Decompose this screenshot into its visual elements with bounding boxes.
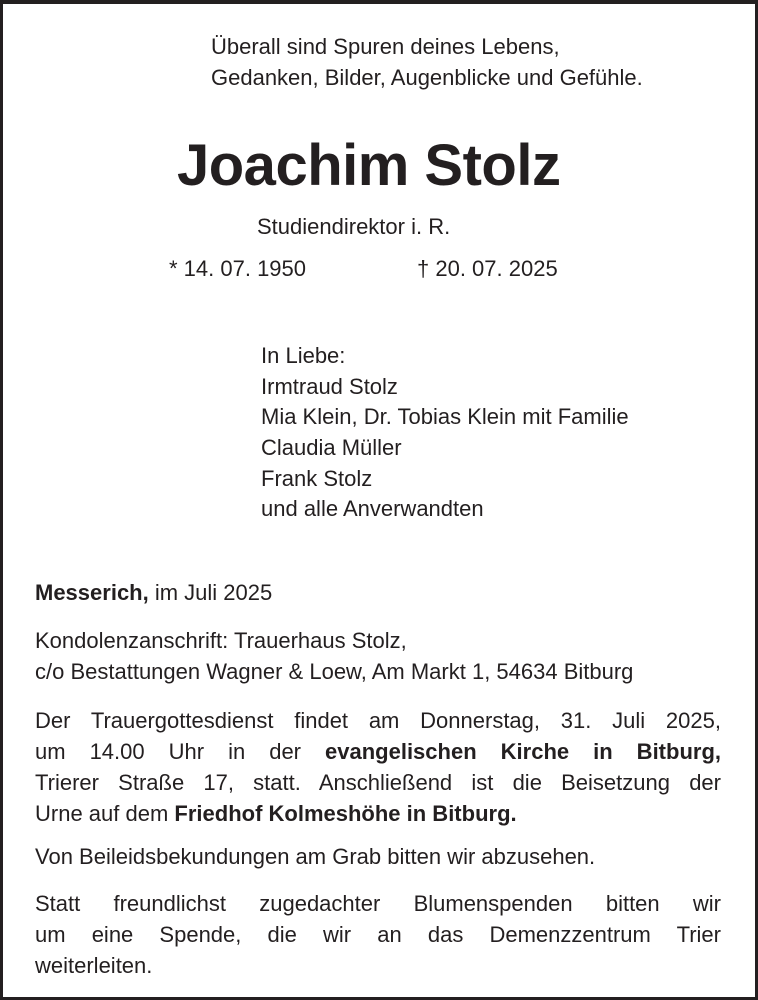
service-text: Urne auf dem: [35, 801, 175, 826]
mourner: In Liebe:: [261, 343, 346, 368]
service-line: [35, 736, 721, 767]
donation-line: um eine Spende, die wir an das Demenzzentrum Trier: [35, 922, 721, 947]
church: evangelischen Kirche in Bitburg,: [325, 739, 721, 764]
condolence-address: [35, 625, 633, 687]
place: Messerich,: [35, 580, 149, 605]
service-line: Trierer Straße 17, statt. Anschließend ist die Beisetzung der: [35, 770, 721, 795]
mourner: Claudia Müller: [261, 435, 402, 461]
condolence-line: Kondolenzanschrift: Trauerhaus Stolz,: [35, 628, 407, 653]
date: im Juli 2025: [148, 580, 273, 605]
donation-line: Statt freundlichst zugedachter Blumenspenden bitten wir: [35, 891, 721, 916]
donation-line: weiterleiten.: [35, 953, 153, 978]
place-date: [35, 577, 272, 608]
condolence-line: c/o Bestattungen Wagner & Loew, Am Markt 1, 54634 Bitburg: [35, 659, 634, 684]
birth-date: * 14. 07. 1950: [169, 256, 307, 281]
grave-note: Von Beileidsbekundungen am Grab bitten wir abzusehen.: [35, 844, 596, 869]
deceased-title: Studiendirektor i. R.: [257, 214, 451, 239]
deceased-name: Joachim Stolz: [177, 133, 561, 198]
donation-note: [35, 888, 721, 981]
cemetery: Friedhof Kolmeshöhe in Bitburg.: [174, 801, 517, 826]
mourner: Irmtraud Stolz: [261, 373, 398, 399]
service-line: Der Trauergottesdienst findet am Donnerstag, 31. Juli 2025,: [35, 708, 721, 733]
quote: [211, 31, 643, 93]
mourner: Frank Stolz: [261, 465, 373, 491]
death-date: † 20. 07. 2025: [417, 256, 558, 281]
mourners-list: [261, 341, 629, 525]
mourner: Mia Klein, Dr. Tobias Klein mit Familie: [261, 404, 629, 430]
quote-line: Gedanken, Bilder, Augenblicke und Gefühle.: [211, 65, 643, 90]
quote-line: Überall sind Spuren deines Lebens,: [211, 34, 560, 59]
mourner: und alle Anverwandten: [261, 496, 484, 522]
service-text: um 14.00 Uhr in der: [35, 739, 326, 764]
service-info: [35, 705, 721, 829]
service-line: [35, 798, 721, 829]
